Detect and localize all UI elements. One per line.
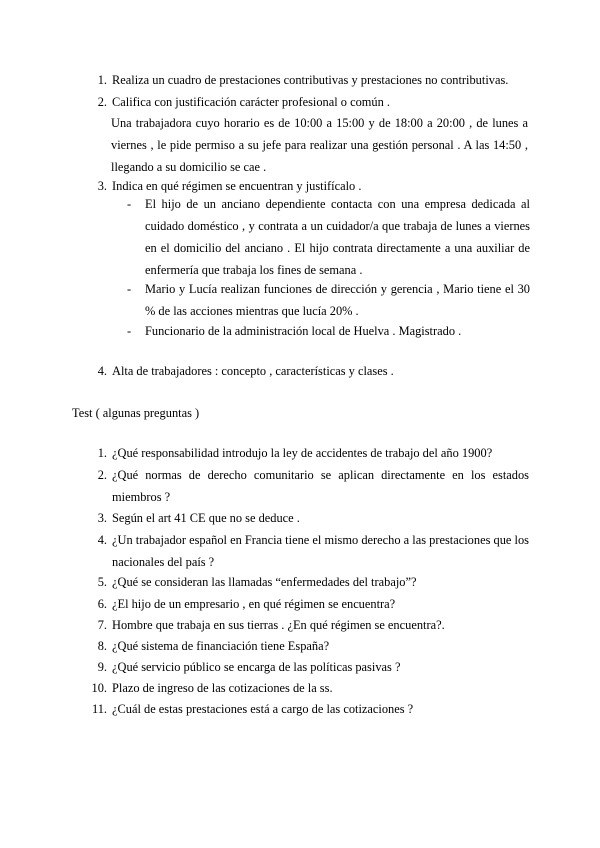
list-text: Califica con justificación carácter profesional o común . <box>112 95 390 109</box>
question-text: ¿Cuál de estas prestaciones está a cargo de las cotizaciones ? <box>112 702 414 716</box>
question-text: ¿Qué responsabilidad introdujo la ley de accidentes de trabajo del año 1900? <box>112 446 493 460</box>
question-number: 8. <box>97 639 107 653</box>
question-number: 1. <box>97 446 107 460</box>
question-text: ¿Qué normas de derecho comunitario se aplican directamente en los estados miembros ? <box>112 468 529 504</box>
question-text: Plazo de ingreso de las cotizaciones de la ss. <box>112 681 333 695</box>
dash-bullet: - <box>127 282 132 296</box>
question-number: 11. <box>91 702 107 716</box>
question-text: ¿Un trabajador español en Francia tiene el mismo derecho a las prestaciones que los nacionales del país ? <box>112 533 529 569</box>
list-number: 3. <box>97 179 107 193</box>
question-number: 7. <box>97 618 107 632</box>
question-text: ¿Qué sistema de financiación tiene España? <box>112 639 330 653</box>
question-number: 4. <box>97 533 107 547</box>
list-text: Indica en qué régimen se encuentran y justifícalo . <box>112 179 362 193</box>
question-text: ¿Qué se consideran las llamadas “enfermedades del trabajo”? <box>112 575 417 589</box>
question-number: 3. <box>97 511 107 525</box>
dash-bullet: - <box>127 324 132 338</box>
test-heading: Test ( algunas preguntas ) <box>72 406 200 420</box>
list-text: Alta de trabajadores : concepto , características y clases . <box>112 364 394 378</box>
list-number: 1. <box>97 73 107 87</box>
question-number: 9. <box>97 660 107 674</box>
question-number: 10. <box>91 681 107 695</box>
sub-item-text: Funcionario de la administración local de Huelva . Magistrado . <box>145 324 462 338</box>
question-number: 2. <box>97 468 107 482</box>
case-paragraph: Una trabajadora cuyo horario es de 10:00 a 15:00 y de 18:00 a 20:00 , de lunes a viernes , le pide permiso a su jefe para realizar una gestión personal . A las 14:50 , llegando a su domicilio se cae . <box>111 116 528 174</box>
question-text: ¿Qué servicio público se encarga de las políticas pasivas ? <box>112 660 401 674</box>
question-text: Según el art 41 CE que no se deduce . <box>112 511 300 525</box>
list-text: Realiza un cuadro de prestaciones contributivas y prestaciones no contributivas. <box>112 73 509 87</box>
question-text: ¿El hijo de un empresario , en qué régimen se encuentra? <box>112 597 396 611</box>
sub-item-text: El hijo de un anciano dependiente contacta con una empresa dedicada al cuidado doméstico , y contrata a un cuidador/a que trabaja de lunes a viernes en el domicilio del anciano . El hijo contrata directamente a una auxiliar de enfermería que trabaja los fines de semana . <box>145 197 530 277</box>
dash-bullet: - <box>127 197 132 211</box>
question-number: 6. <box>97 597 107 611</box>
question-text: Hombre que trabaja en sus tierras . ¿En qué régimen se encuentra?. <box>112 618 445 632</box>
list-number: 4. <box>97 364 107 378</box>
list-number: 2. <box>97 95 107 109</box>
sub-item-text: Mario y Lucía realizan funciones de dirección y gerencia , Mario tiene el 30 % de las acciones mientras que lucía 20% . <box>145 282 530 318</box>
question-number: 5. <box>97 575 107 589</box>
